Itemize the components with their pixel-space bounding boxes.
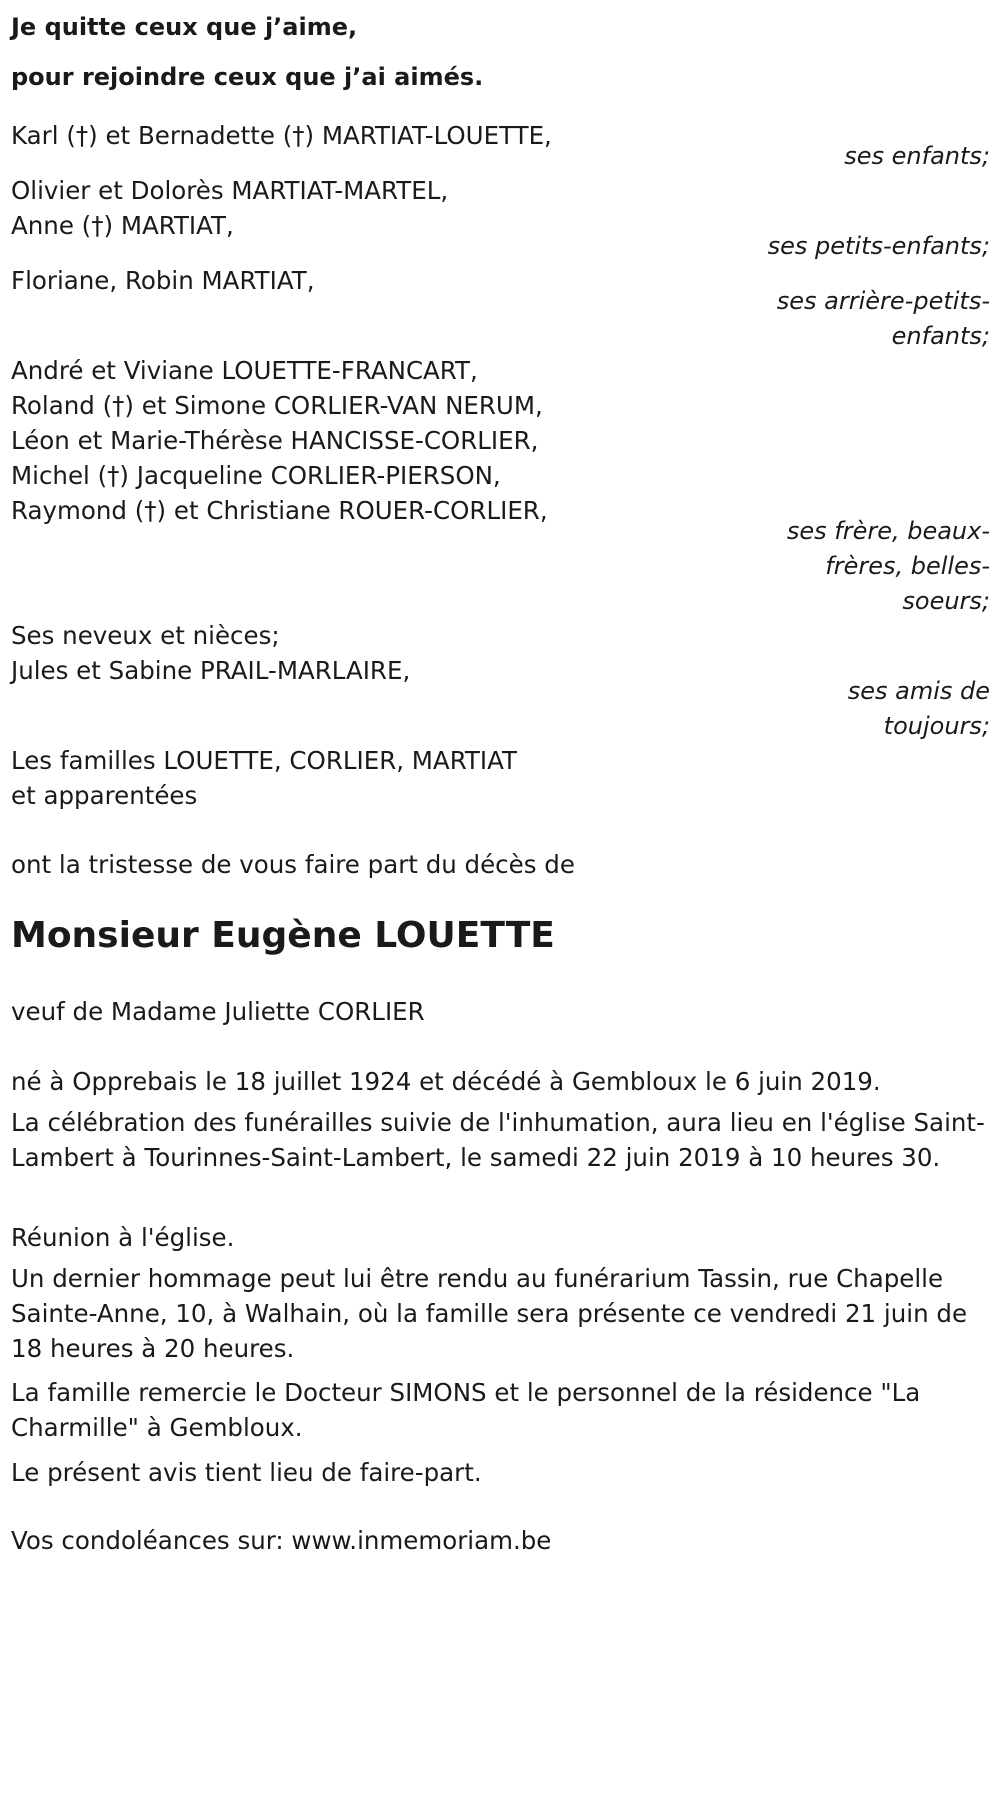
- deceased-name: Monsieur Eugène LOUETTE: [11, 915, 555, 956]
- opening-quote: [11, 2, 483, 102]
- sibling-name-2: Roland (†) et Simone CORLIER-VAN NERUM,: [11, 391, 543, 420]
- great-grandchildren-name: Floriane, Robin MARTIAT,: [11, 266, 315, 295]
- sibling-name-1: André et Viviane LOUETTE-FRANCART,: [11, 356, 478, 385]
- homage-paragraph: Un dernier hommage peut lui être rendu au funérarium Tassin, rue Chapelle Sainte-Anne, 10, à Walhain, où la famille sera présente ce vendredi 21 juin de 18 heures à 20 heures.: [11, 1264, 968, 1363]
- families-line-2: et apparentées: [11, 781, 198, 810]
- notice-paragraph: Le présent avis tient lieu de faire-part.: [11, 1458, 482, 1487]
- friends-name: Jules et Sabine PRAIL-MARLAIRE,: [11, 656, 411, 685]
- great-grandchildren-role-line-1: ses arrière-petits-: [776, 287, 990, 315]
- funeral-paragraph: La célébration des funérailles suivie de l'inhumation, aura lieu en l'église Saint-Lambert à Tourinnes-Saint-Lambert, le samedi 22 juin 2019 à 10 heures 30.: [11, 1108, 985, 1172]
- friends-role-line-1: ses amis de: [847, 677, 990, 705]
- children-name: Karl (†) et Bernadette (†) MARTIAT-LOUETTE,: [11, 121, 552, 150]
- quote-line-1: Je quitte ceux que j’aime,: [11, 13, 358, 41]
- nephews-line: Ses neveux et nièces;: [11, 621, 280, 650]
- meeting-paragraph: Réunion à l'église.: [11, 1223, 235, 1252]
- sibling-name-5: Raymond (†) et Christiane ROUER-CORLIER,: [11, 496, 548, 525]
- sibling-name-3: Léon et Marie-Thérèse HANCISSE-CORLIER,: [11, 426, 539, 455]
- thanks-paragraph: La famille remercie le Docteur SIMONS et le personnel de la résidence "La Charmille" à Gembloux.: [11, 1378, 921, 1442]
- grandchildren-name-2: Anne (†) MARTIAT,: [11, 211, 234, 240]
- birth-death-paragraph: né à Opprebais le 18 juillet 1924 et décédé à Gembloux le 6 juin 2019.: [11, 1067, 881, 1096]
- widow-line: veuf de Madame Juliette CORLIER: [11, 997, 425, 1026]
- siblings-role-line-2: frères, belles-: [825, 552, 990, 580]
- siblings-role-line-3: soeurs;: [902, 587, 990, 615]
- announcement-text: ont la tristesse de vous faire part du décès de: [11, 850, 575, 879]
- sibling-name-4: Michel (†) Jacqueline CORLIER-PIERSON,: [11, 461, 501, 490]
- condolences-paragraph: Vos condoléances sur: www.inmemoriam.be: [11, 1526, 552, 1555]
- friends-role-line-2: toujours;: [883, 712, 990, 740]
- families-line-1: Les familles LOUETTE, CORLIER, MARTIAT: [11, 746, 517, 775]
- grandchildren-role: ses petits-enfants;: [767, 232, 990, 260]
- children-role: ses enfants;: [844, 142, 990, 170]
- grandchildren-name-1: Olivier et Dolorès MARTIAT-MARTEL,: [11, 176, 449, 205]
- great-grandchildren-role-line-2: enfants;: [891, 322, 990, 350]
- quote-line-2: pour rejoindre ceux que j’ai aimés.: [11, 63, 484, 91]
- siblings-role-line-1: ses frère, beaux-: [786, 517, 990, 545]
